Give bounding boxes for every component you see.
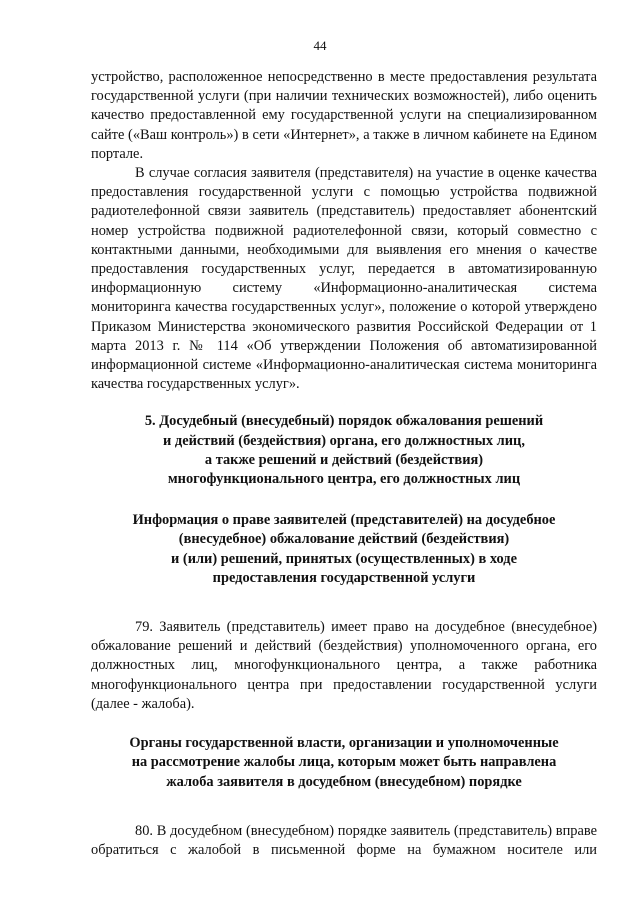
section-5-heading-line: 5. Досудебный (внесудебный) порядок обжалования решений [144,413,544,430]
complaint-bodies-heading-line: на рассмотрение жалобы лица, которым может быть направлена [131,754,557,771]
complaint-bodies-heading-line: Органы государственной власти, организации и уполномоченные [129,735,559,752]
appeal-rights-heading [91,511,597,588]
complaint-bodies-heading-line: жалоба заявителя в досудебном (внесудебном) порядке [166,773,522,790]
paragraph-rating-consent: В случае согласия заявителя (представителя) на участие в оценке качества предоставления государственной услуги с помощью устройства подвижной радиотелефонной связи заявитель (представитель) предоставляет абонентский номер устройства подвижной радиотелефонной связи, который совместно с контактными данными, необходимыми для выявления его мнения о качестве предоставления государственных услуг, передается в автоматизированную информационную систему «Информационно-аналитическая система мониторинга качества государственных услуг», положение о которой утверждено Приказом Министерства экономического развития Российской Федерации от 1 марта 2013 г. № 114 «Об утверждении Положения об автоматизированной информационной системе «Информационно-аналитическая система мониторинга качества государственных услуг». [91,165,597,393]
complaint-bodies-heading [91,734,597,792]
page-number: 44 [313,38,327,53]
section-5-heading [91,412,597,489]
appeal-rights-heading-line: (внесудебное) обжалование действий (бездействия) [178,531,510,548]
section-5-heading-line: а также решений и действий (бездействия) [204,451,484,468]
paragraph-continuation: устройство, расположенное непосредственно в месте предоставления результата государственной услуги (при наличии технических возможностей), либо оценить качество предоставленной ему государственной услуги на специализированном сайте («Ваш контроль») в сети «Интернет», а также в личном кабинете на Едином портале. [91,69,597,162]
appeal-rights-heading-line: предоставления государственной услуги [212,569,476,586]
paragraph-79: 79. Заявитель (представитель) имеет право на досудебное (внесудебное) обжалование решений и действий (бездействия) уполномоченного органа, его должностных лиц, многофункционального центра, а также работника многофункционального центра при предоставлении государственной услуги (далее - жалоба). [91,619,597,712]
document-body [91,68,597,860]
section-5-heading-line: многофункционального центра, его должностных лиц [167,471,521,488]
appeal-rights-heading-line: и (или) решений, принятых (осуществленных) в ходе [171,550,517,567]
appeal-rights-heading-line: Информация о праве заявителей (представителей) на досудебное [132,512,556,529]
section-5-heading-line: и действий (бездействия) органа, его должностных лиц, [163,432,525,449]
paragraph-80: 80. В досудебном (внесудебном) порядке заявитель (представитель) вправе обратиться с жалобой в письменной форме на бумажном носителе или [91,822,597,858]
